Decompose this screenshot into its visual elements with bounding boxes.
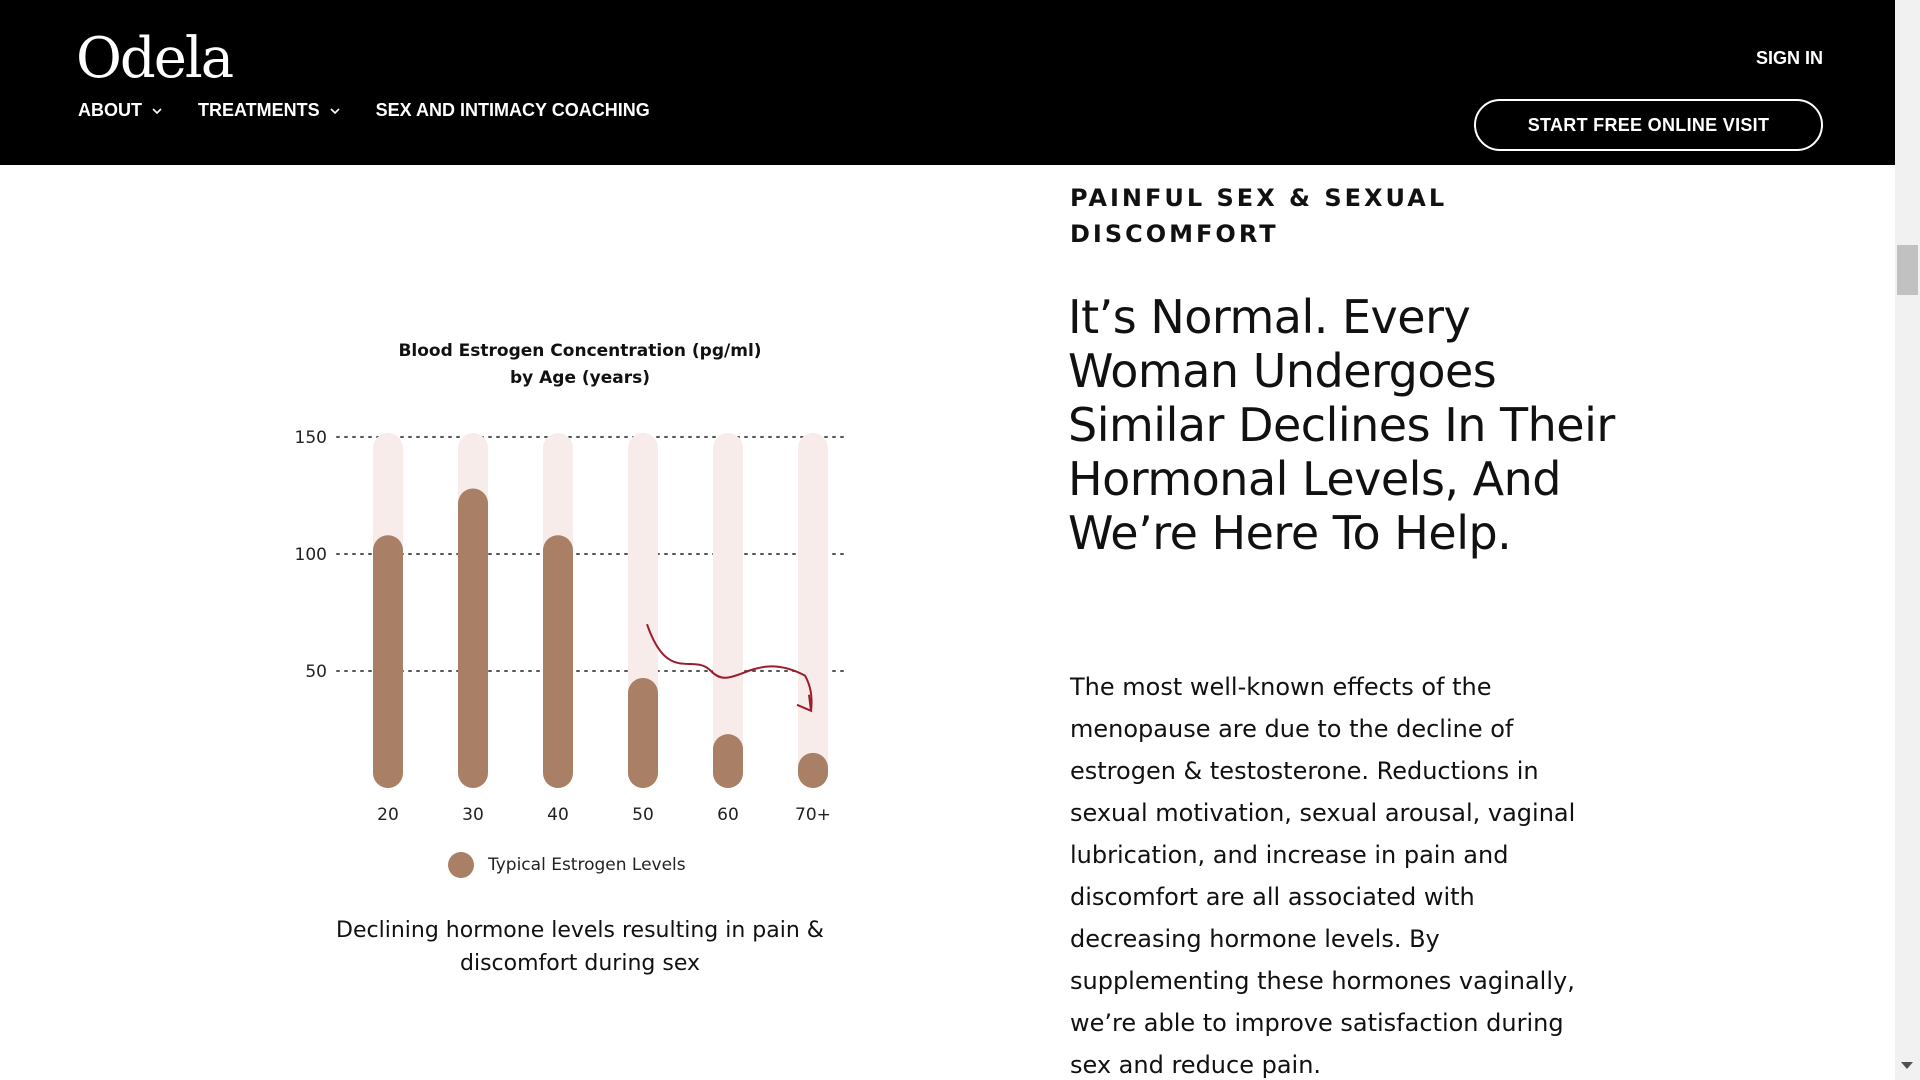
section-eyebrow: PAINFUL SEX & SEXUAL DISCOMFORT — [1070, 184, 1448, 248]
nav-label: ABOUT — [78, 100, 142, 120]
bar — [628, 678, 658, 788]
section-body: The most well-known effects of the menopause are due to the decline of estrogen & testosterone. Reductions in sexual motivation, sexual arousal, vaginal lubrication, and increase in pain and discomfort are all associated with decreasing hormone levels. By supplementing these hormones vaginally, we’re able to improve satisfaction during sex and reduce pain. — [1070, 673, 1576, 1079]
x-tick-label: 70+ — [795, 805, 831, 825]
page-scrollbar[interactable] — [1895, 0, 1920, 1080]
x-tick-label: 40 — [547, 805, 569, 825]
sign-in-link[interactable]: SIGN IN — [1755, 48, 1823, 68]
start-visit-button[interactable]: START FREE ONLINE VISIT — [1474, 99, 1823, 151]
nav-item-coaching[interactable] — [376, 100, 650, 121]
chart-canvas — [280, 330, 880, 850]
chevron-down-icon — [150, 104, 164, 118]
bar-track — [798, 433, 828, 788]
chart-title — [280, 338, 880, 392]
y-tick-label: 50 — [305, 662, 327, 682]
bar — [713, 734, 743, 788]
section-headline: It’s Normal. Every Woman Undergoes Similar Declines In Their Hormonal Levels, And We’re Here To Help. — [1068, 290, 1615, 560]
scrollbar-thumb[interactable] — [1897, 245, 1918, 295]
y-tick-label: 150 — [294, 428, 327, 448]
bar — [543, 535, 573, 788]
chart-title-line: Blood Estrogen Concentration (pg/ml) — [398, 341, 762, 361]
bar — [458, 488, 488, 788]
x-tick-label: 50 — [632, 805, 654, 825]
odela-logo[interactable]: Odela — [76, 26, 233, 91]
nav-label: TREATMENTS — [198, 100, 320, 120]
chevron-down-icon — [328, 104, 342, 118]
scroll-down-arrow-icon[interactable] — [1901, 1062, 1913, 1069]
bar — [373, 535, 403, 788]
nav-item-about[interactable] — [78, 100, 164, 121]
nav-label: SEX AND INTIMACY COACHING — [375, 100, 650, 120]
x-tick-label: 30 — [462, 805, 484, 825]
site-header — [0, 0, 1895, 165]
legend-label: Typical Estrogen Levels — [488, 855, 686, 875]
bar — [798, 753, 828, 788]
chart-title-line: by Age (years) — [509, 368, 651, 388]
estrogen-chart — [280, 330, 880, 1010]
main-nav — [78, 100, 684, 121]
x-tick-label: 20 — [377, 805, 399, 825]
nav-item-treatments[interactable] — [198, 100, 342, 121]
legend-swatch — [448, 852, 474, 878]
chart-caption: Declining hormone levels resulting in pain & discomfort during sex — [336, 918, 824, 976]
chart-legend — [448, 852, 686, 878]
y-tick-label: 100 — [294, 545, 327, 565]
x-tick-label: 60 — [717, 805, 739, 825]
